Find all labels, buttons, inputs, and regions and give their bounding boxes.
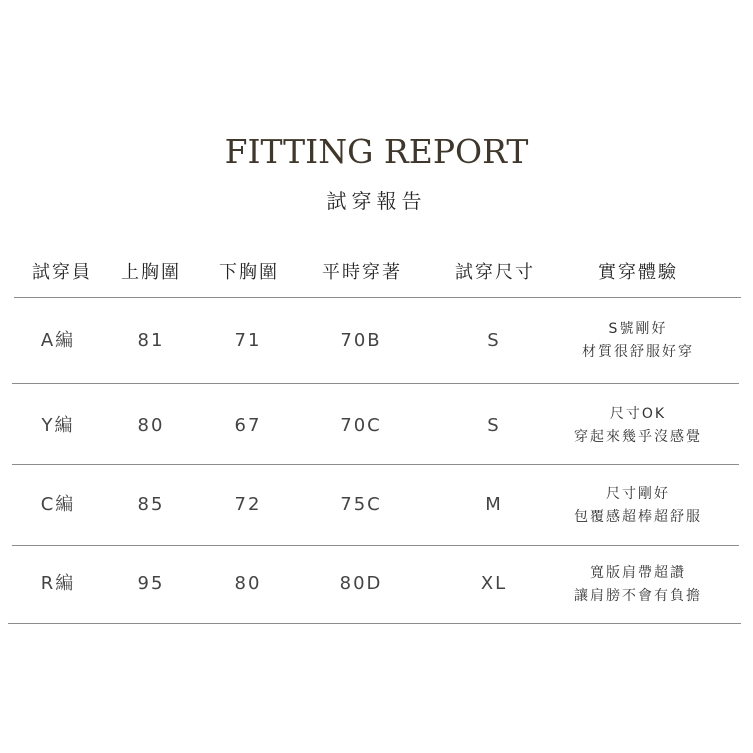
cell-experience-line-2: 穿起來幾乎沒感覺 [574,429,702,445]
row-divider [12,383,739,384]
cell-tester: R編 [40,573,76,594]
row-divider [12,464,739,465]
header-experience: 實穿體驗 [598,262,678,283]
header-upper-bust: 上胸圍 [121,262,181,283]
cell-usual-size: 70C [340,415,382,436]
cell-trial-size: M [485,494,503,515]
header-divider [14,297,741,298]
cell-experience-line-2: 材質很舒服好穿 [582,344,694,360]
cell-usual-size: 70B [340,330,382,351]
cell-experience-line-2: 讓肩膀不會有負擔 [574,588,702,604]
cell-lower-bust: 71 [234,330,262,351]
table-bottom-divider [8,623,741,624]
header-trial-size: 試穿尺寸 [455,262,535,283]
cell-experience-line-1: 尺寸OK [609,406,667,422]
header-lower-bust: 下胸圍 [219,262,279,283]
row-divider [12,545,739,546]
cell-trial-size: S [487,415,501,436]
header-tester: 試穿員 [32,262,92,283]
report-subtitle: 試穿報告 [326,189,427,213]
cell-upper-bust: 85 [137,494,165,515]
cell-experience-line-1: S號剛好 [608,321,668,337]
cell-upper-bust: 80 [137,415,165,436]
cell-experience-line-2: 包覆感超棒超舒服 [574,509,702,525]
cell-lower-bust: 67 [234,415,262,436]
cell-usual-size: 75C [340,494,382,515]
cell-upper-bust: 95 [137,573,165,594]
cell-trial-size: S [487,330,501,351]
report-title: FITTING REPORT [224,132,529,171]
cell-tester: C編 [40,494,76,515]
cell-upper-bust: 81 [137,330,165,351]
cell-tester: A編 [40,330,76,351]
cell-experience-line-1: 尺寸剛好 [606,486,670,502]
cell-lower-bust: 72 [234,494,262,515]
cell-tester: Y編 [41,415,75,436]
cell-experience-line-1: 寬版肩帶超讚 [590,565,686,581]
cell-trial-size: XL [480,573,508,594]
cell-usual-size: 80D [339,573,383,594]
header-usual-size: 平時穿著 [322,262,402,283]
cell-lower-bust: 80 [234,573,262,594]
